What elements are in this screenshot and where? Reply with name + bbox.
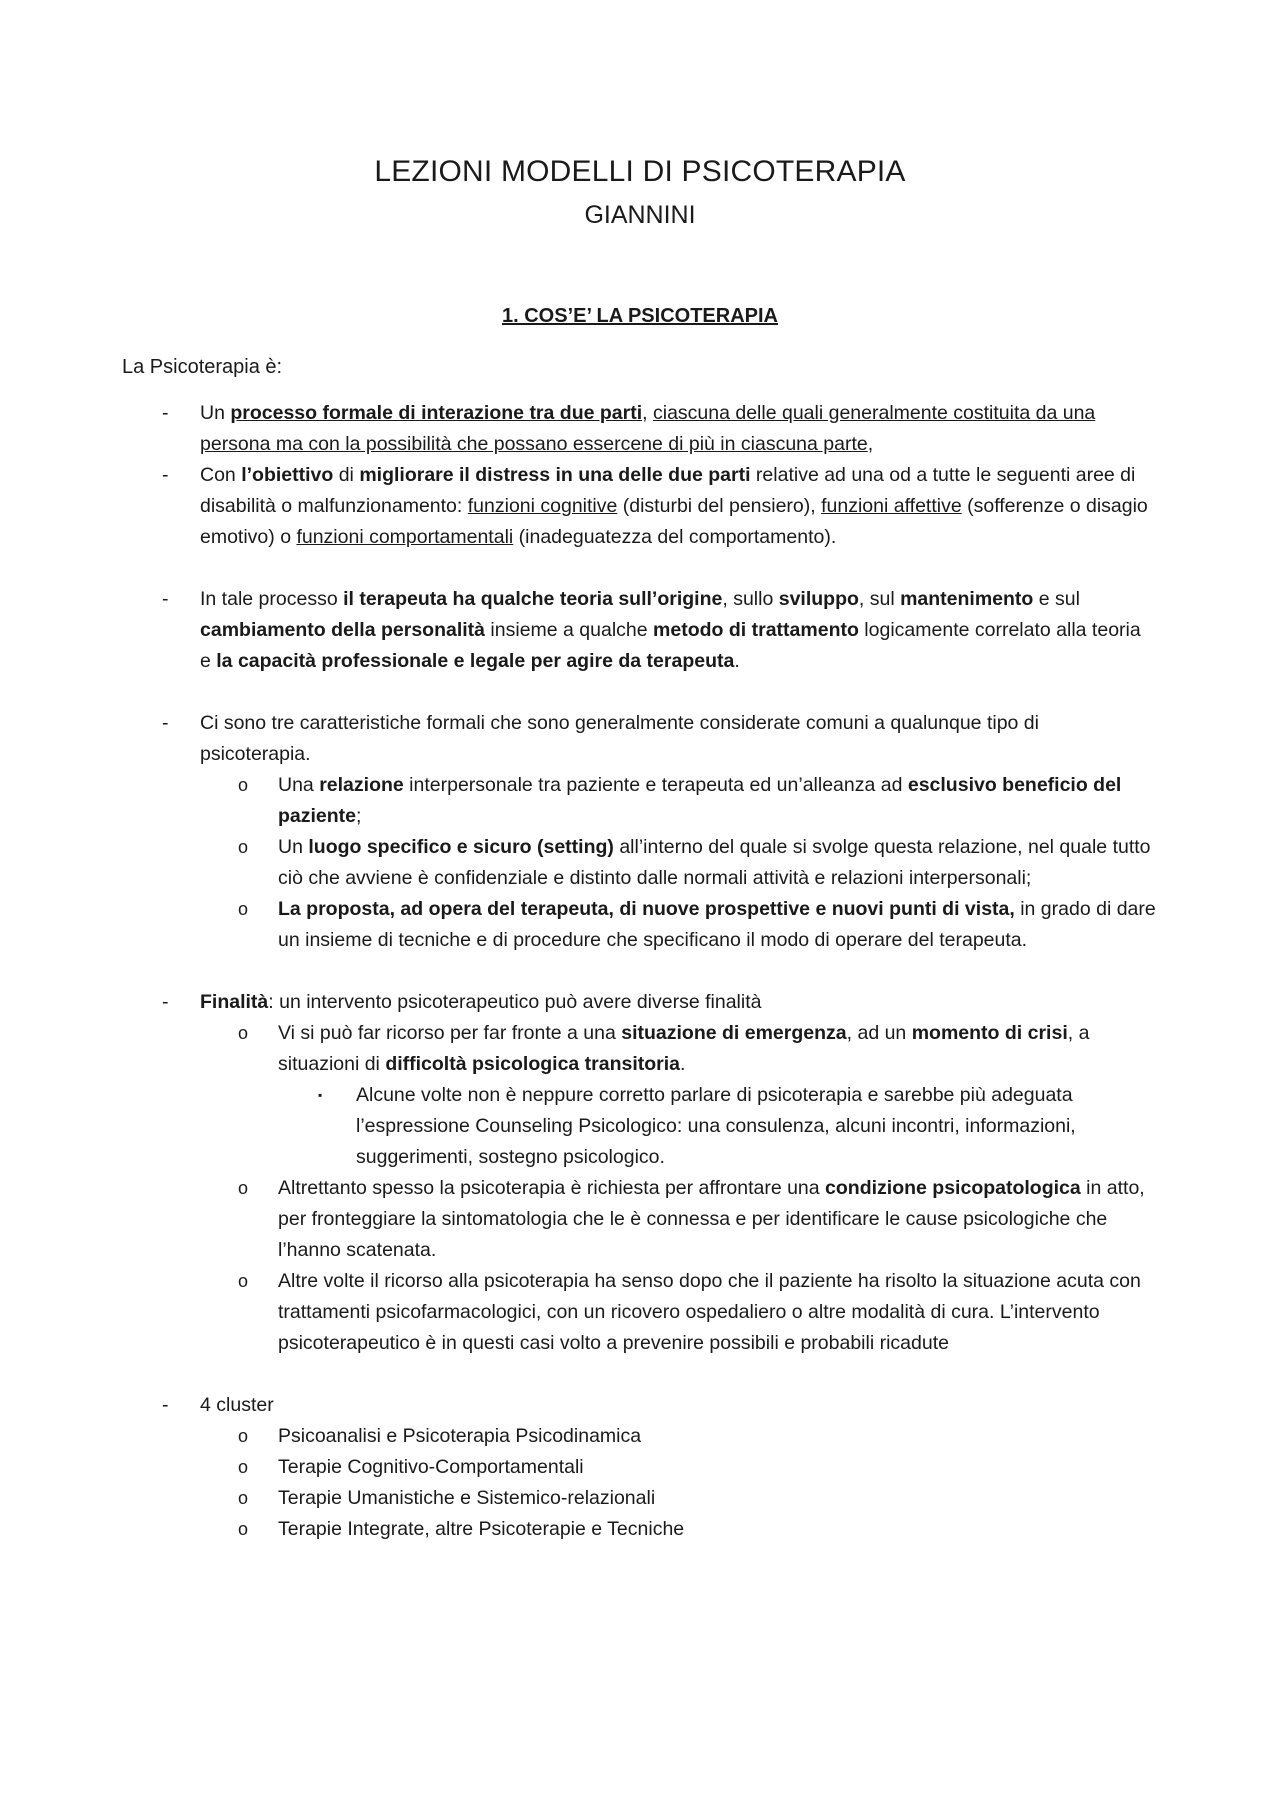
list-item xyxy=(0,460,1150,553)
dash-bullet: - xyxy=(162,402,169,424)
document-subtitle: GIANNINI xyxy=(584,201,696,229)
spacer xyxy=(0,553,1280,584)
item-text: , sullo xyxy=(722,588,779,610)
item-bold-text: condizione psicopatologica xyxy=(825,1177,1081,1199)
list-item xyxy=(0,987,1150,1018)
circle-bullet: o xyxy=(238,837,249,857)
section-heading xyxy=(0,305,1280,328)
spacer xyxy=(0,956,1280,987)
sub-list-item xyxy=(0,1173,1158,1266)
sub-list-item xyxy=(0,832,1158,894)
item-text: , xyxy=(642,402,653,424)
dash-bullet: - xyxy=(162,712,169,734)
document-title: LEZIONI MODELLI DI PSICOTERAPIA xyxy=(374,155,906,188)
dash-bullet: - xyxy=(162,588,169,610)
bullet-list xyxy=(0,398,1280,1545)
cluster-item xyxy=(0,1514,1158,1545)
item-text: relative ad una od a tutte le seguenti aree di disabilità o malfunzionamento: xyxy=(200,464,1136,517)
item-bold-text: relazione xyxy=(319,774,404,796)
list-item xyxy=(0,1390,1150,1421)
sub-sub-list-item xyxy=(0,1080,1166,1173)
item-bold-text: esclusivo beneficio del paziente xyxy=(278,774,1122,827)
item-text: (disturbi del pensiero), xyxy=(617,495,822,517)
item-bold-text: momento di crisi xyxy=(911,1022,1068,1044)
circle-bullet: o xyxy=(238,1457,249,1477)
item-bold-text: difficoltà psicologica transitoria xyxy=(385,1053,681,1075)
cluster-item xyxy=(0,1421,1158,1452)
sub-list-item xyxy=(0,1018,1158,1080)
section-heading-text: 1. COS’E’ LA PSICOTERAPIA xyxy=(502,305,778,327)
circle-bullet: o xyxy=(238,1178,249,1198)
cluster-label: Terapie Umanistiche e Sistemico-relazionali xyxy=(278,1487,656,1509)
item-bold-text: luogo specifico e sicuro (setting) xyxy=(308,836,614,858)
item-bold-text: sviluppo xyxy=(778,588,859,610)
item-text: Una xyxy=(278,774,320,796)
item-text: e sul xyxy=(1033,588,1080,610)
dash-bullet: - xyxy=(162,464,169,486)
item-text: ; xyxy=(356,805,362,827)
item-text: , ad un xyxy=(846,1022,912,1044)
cluster-item xyxy=(0,1452,1158,1483)
item-bold-text: migliorare il distress in una delle due parti xyxy=(359,464,751,486)
item-text: di xyxy=(333,464,360,486)
item-bold-text: Finalità xyxy=(200,991,269,1013)
item-text: Altrettanto spesso la psicoterapia è richiesta per affrontare una xyxy=(278,1177,826,1199)
item-underlined-text: funzioni cognitive xyxy=(467,495,618,517)
item-text: , a situazioni di xyxy=(278,1022,1090,1075)
item-text: : un intervento psicoterapeutico può avere diverse finalità xyxy=(268,991,762,1013)
item-text: Vi si può far ricorso per far fronte a una xyxy=(278,1022,622,1044)
cluster-item xyxy=(0,1483,1158,1514)
list-item xyxy=(0,584,1150,677)
item-text: Alcune volte non è neppure corretto parlare di psicoterapia e sarebbe più adeguata l’espressione Counseling Psicologico: una consulenza, alcuni incontri, informazioni, suggerimenti, sostegno psicologico. xyxy=(356,1084,1076,1168)
item-bold-text: l’obiettivo xyxy=(241,464,334,486)
circle-bullet: o xyxy=(238,1023,249,1043)
square-bullet: ▪ xyxy=(318,1088,323,1102)
cluster-label: Psicoanalisi e Psicoterapia Psicodinamica xyxy=(278,1425,642,1447)
list-item xyxy=(0,708,1150,770)
spacer xyxy=(0,1359,1280,1390)
item-text: , xyxy=(867,433,874,455)
item-bold-text: cambiamento della personalità xyxy=(200,619,486,641)
sub-list-item xyxy=(0,894,1158,956)
item-text: , sul xyxy=(858,588,901,610)
item-text: interpersonale tra paziente e terapeuta ed un’alleanza ad xyxy=(403,774,908,796)
item-text: . xyxy=(734,650,740,672)
item-underlined-text: ciascuna delle quali generalmente costituita da una persona ma con la possibilità che possano essercene di più in ciascuna parte xyxy=(200,402,1096,455)
dash-bullet: - xyxy=(162,1394,169,1416)
item-text: (inadeguatezza del comportamento). xyxy=(513,526,837,548)
item-text: . xyxy=(680,1053,686,1075)
item-text: Altre volte il ricorso alla psicoterapia ha senso dopo che il paziente ha risolto la situazione acuta con trattamenti psicofarmacologici, con un ricovero ospedaliero o altre modalità di cura. L’intervento psicoterapeutico è in questi casi volto a prevenire possibili e probabili ricadute xyxy=(278,1270,1141,1354)
cluster-label: Terapie Integrate, altre Psicoterapie e Tecniche xyxy=(278,1518,685,1540)
spacer xyxy=(0,677,1280,708)
item-text: insieme a qualche xyxy=(485,619,654,641)
circle-bullet: o xyxy=(238,1271,249,1291)
intro-text: La Psicoterapia è: xyxy=(122,356,283,378)
item-text: Un xyxy=(200,402,231,424)
item-text: logicamente correlato alla teoria e xyxy=(200,619,1141,672)
sub-list-item xyxy=(0,1266,1158,1359)
item-bold-text: il terapeuta ha qualche teoria sull’origine xyxy=(343,588,723,610)
item-bold-text: La proposta, ad opera del terapeuta, di nuove prospettive e nuovi punti di vista, xyxy=(278,898,1015,920)
item-text: in grado di dare un insieme di tecniche e di procedure che specificano il modo di operare del terapeuta. xyxy=(278,898,1156,951)
item-bold-text: situazione di emergenza xyxy=(621,1022,847,1044)
list-item xyxy=(0,398,1150,460)
item-text: Un xyxy=(278,836,309,858)
circle-bullet: o xyxy=(238,899,249,919)
item-text: all’interno del quale si svolge questa relazione, nel quale tutto ciò che avviene è confidenziale e distinto dalle normali attività e relazioni interpersonali; xyxy=(278,836,1151,889)
item-text: 4 cluster xyxy=(200,1394,274,1416)
circle-bullet: o xyxy=(238,775,249,795)
sub-list-item xyxy=(0,770,1158,832)
circle-bullet: o xyxy=(238,1488,249,1508)
circle-bullet: o xyxy=(238,1519,249,1539)
item-bold-text: la capacità professionale e legale per agire da terapeuta xyxy=(216,650,735,672)
item-text: (sofferenze o disagio emotivo) o xyxy=(200,495,1148,548)
item-underlined-text: funzioni comportamentali xyxy=(296,526,514,548)
dash-bullet: - xyxy=(162,991,169,1013)
item-text: Ci sono tre caratteristiche formali che sono generalmente considerate comuni a qualunque tipo di psicoterapia. xyxy=(200,712,1039,765)
item-underlined-text: funzioni affettive xyxy=(821,495,962,517)
circle-bullet: o xyxy=(238,1426,249,1446)
item-text: in atto, per fronteggiare la sintomatologia che le è connessa e per identificare le cause psicologiche che l’hanno scatenata. xyxy=(278,1177,1145,1261)
item-bold-text: mantenimento xyxy=(900,588,1034,610)
item-text: In tale processo xyxy=(200,588,344,610)
item-bold-text: processo formale di interazione tra due parti xyxy=(230,402,643,424)
item-bold-text: metodo di trattamento xyxy=(653,619,859,641)
cluster-label: Terapie Cognitivo-Comportamentali xyxy=(278,1456,584,1478)
item-text: Con xyxy=(200,464,242,486)
